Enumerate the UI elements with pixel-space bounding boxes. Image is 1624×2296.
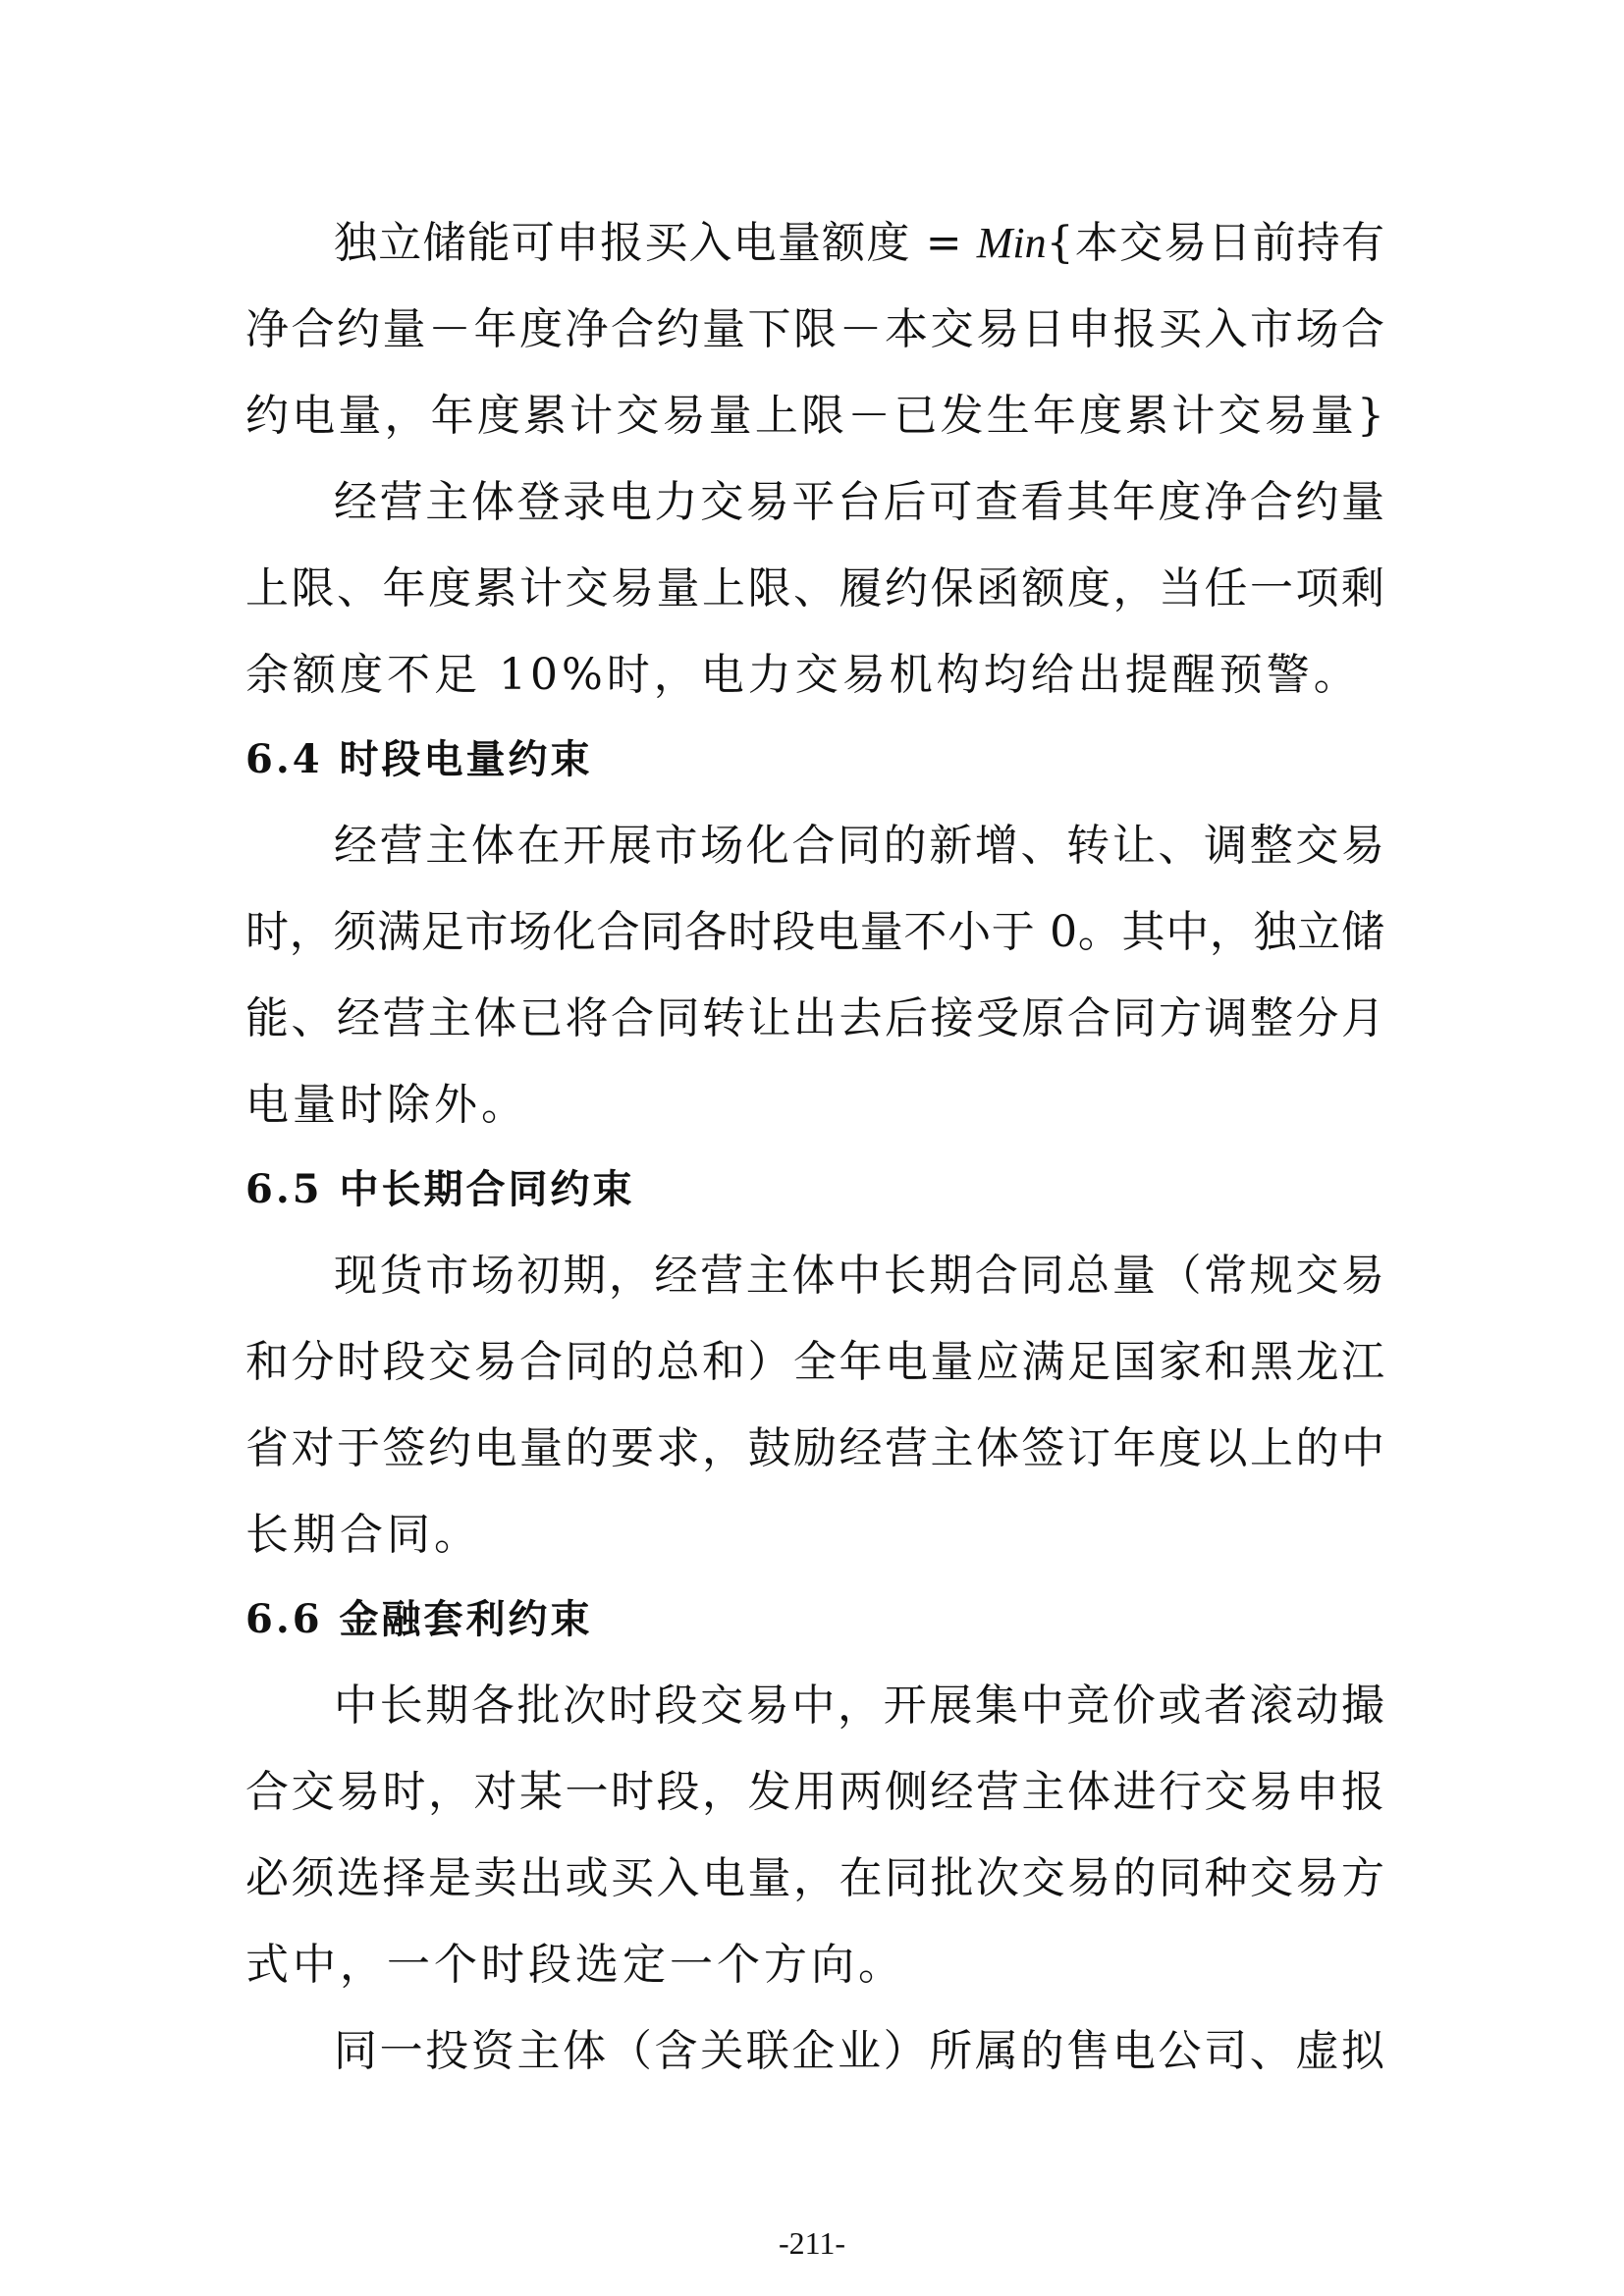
paragraph-5-line-3: 必须选择是卖出或买入电量，在同批次交易的同种交易方 xyxy=(245,1853,1384,1903)
paragraph-4-line-2: 和分时段交易合同的总和）全年电量应满足国家和黑龙江 xyxy=(245,1337,1384,1387)
paragraph-1-line-2: 净合约量－年度净合约量下限－本交易日申报买入市场合 xyxy=(245,304,1384,354)
paragraph-5-line-2: 合交易时，对某一时段，发用两侧经营主体进行交易申报 xyxy=(245,1767,1384,1817)
paragraph-1-line-1 xyxy=(334,209,1384,278)
paragraph-4-line-3: 省对于签约电量的要求，鼓励经营主体签订年度以上的中 xyxy=(245,1423,1384,1473)
section-heading-6-4: 6.4 时段电量约束 xyxy=(245,736,593,782)
page-number: -211- xyxy=(778,2225,846,2261)
formula-text-after: {本交易日前持有 xyxy=(1046,218,1384,268)
paragraph-3-line-1: 经营主体在开展市场化合同的新增、转让、调整交易 xyxy=(334,821,1384,871)
paragraph-2-line-1: 经营主体登录电力交易平台后可查看其年度净合约量 xyxy=(334,477,1384,527)
paragraph-5-line-1: 中长期各批次时段交易中，开展集中竞价或者滚动撮 xyxy=(334,1681,1384,1731)
paragraph-6-line-1: 同一投资主体（含关联企业）所属的售电公司、虚拟 xyxy=(334,2026,1384,2076)
paragraph-3-line-2: 时，须满足市场化合同各时段电量不小于 0。其中，独立储 xyxy=(245,907,1384,957)
paragraph-4-line-4: 长期合同。 xyxy=(245,1510,481,1560)
paragraph-2-line-3: 余额度不足 10%时，电力交易机构均给出提醒预警。 xyxy=(245,650,1361,700)
paragraph-2-line-2: 上限、年度累计交易量上限、履约保函额度，当任一项剩 xyxy=(245,563,1384,614)
paragraph-3-line-3: 能、经营主体已将合同转让出去后接受原合同方调整分月 xyxy=(245,993,1384,1043)
paragraph-1-line-3: 约电量，年度累计交易量上限－已发生年度累计交易量} xyxy=(245,391,1384,441)
formula-text-before: 独立储能可申报买入电量额度 = xyxy=(334,218,977,268)
section-heading-6-6: 6.6 金融套利约束 xyxy=(245,1596,593,1642)
paragraph-5-line-4: 式中，一个时段选定一个方向。 xyxy=(245,1940,905,1990)
formula-min: Min xyxy=(976,219,1047,267)
paragraph-4-line-1: 现货市场初期，经营主体中长期合同总量（常规交易 xyxy=(334,1251,1384,1301)
paragraph-3-line-4: 电量时除外。 xyxy=(245,1080,528,1130)
section-heading-6-5: 6.5 中长期合同约束 xyxy=(245,1166,635,1212)
